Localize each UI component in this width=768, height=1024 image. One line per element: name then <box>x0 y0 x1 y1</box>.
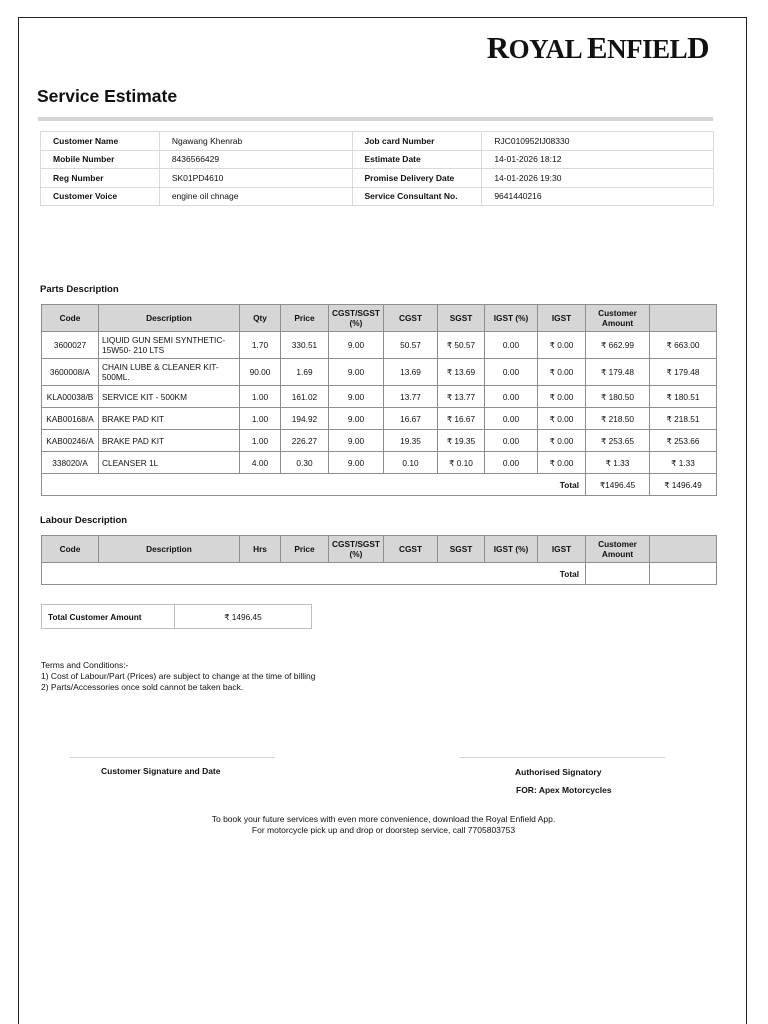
labour-section-title: Labour Description <box>40 515 128 526</box>
mobile-value: 8436566429 <box>159 150 352 169</box>
cell-qty: 1.00 <box>240 430 281 452</box>
col-header-qty: Qty <box>240 305 281 332</box>
col-header-price: Price <box>281 536 329 563</box>
col-header-customer-amount: Customer Amount <box>586 536 650 563</box>
table-row <box>42 332 717 359</box>
col-header-cgst-sgst-pct: CGST/SGST (%) <box>329 536 384 563</box>
cell-customer-amount: ₹ 1.33 <box>586 452 650 474</box>
customer-signature-label: Customer Signature and Date <box>101 766 221 776</box>
cell-igst: ₹ 0.00 <box>538 408 586 430</box>
cell-sgst: ₹ 13.69 <box>438 359 485 386</box>
cell-code: KAB00246/A <box>42 430 99 452</box>
footer-line-2: For motorcycle pick up and drop or doorstep service, call 7705803753 <box>251 825 516 835</box>
table-row <box>42 359 717 386</box>
customer-name-value: Ngawang Khenrab <box>159 132 352 151</box>
terms-heading: Terms and Conditions:- <box>41 660 129 670</box>
col-header-cgst: CGST <box>384 305 438 332</box>
cell-price: 194.92 <box>281 408 329 430</box>
parts-total-row <box>42 474 717 496</box>
royal-enfield-logo: ROYAL ENFIELD <box>486 30 709 65</box>
authorised-signature-line <box>460 757 665 758</box>
parts-header-row <box>42 305 717 332</box>
cell-igst: ₹ 0.00 <box>538 430 586 452</box>
cell-code: 338020/A <box>42 452 99 474</box>
cell-description: LIQUID GUN SEMI SYNTHETIC-15W50- 210 LTS <box>99 332 240 359</box>
table-row <box>42 430 717 452</box>
cell-amount-2: ₹ 180.51 <box>650 386 717 408</box>
parts-section-title: Parts Description <box>40 284 119 295</box>
cell-sgst: ₹ 50.57 <box>438 332 485 359</box>
col-header-description: Description <box>99 305 240 332</box>
cell-cgst-sgst-pct: 9.00 <box>329 430 384 452</box>
cell-price: 226.27 <box>281 430 329 452</box>
customer-info-table <box>40 131 714 206</box>
cell-sgst: ₹ 13.77 <box>438 386 485 408</box>
cell-sgst: ₹ 0.10 <box>438 452 485 474</box>
promise-date-value: 14-01-2026 19:30 <box>482 169 714 188</box>
dealer-name: FOR: Apex Motorcycles <box>516 785 612 795</box>
cell-igst-pct: 0.00 <box>485 430 538 452</box>
estimate-date-label: Estimate Date <box>352 150 482 169</box>
consultant-label: Service Consultant No. <box>352 187 482 206</box>
labour-total-amount <box>586 563 650 585</box>
cell-qty: 1.00 <box>240 386 281 408</box>
estimate-page <box>18 17 747 1024</box>
cell-cgst-sgst-pct: 9.00 <box>329 359 384 386</box>
cell-amount-2: ₹ 1.33 <box>650 452 717 474</box>
cell-sgst: ₹ 19.35 <box>438 430 485 452</box>
col-header-sgst: SGST <box>438 305 485 332</box>
cell-description: SERVICE KIT - 500KM <box>99 386 240 408</box>
col-header-cgst-sgst-pct: CGST/SGST (%) <box>329 305 384 332</box>
cell-cgst-sgst-pct: 9.00 <box>329 386 384 408</box>
table-row <box>42 386 717 408</box>
col-header-igst: IGST <box>538 305 586 332</box>
cell-amount-2: ₹ 253.66 <box>650 430 717 452</box>
cell-price: 0.30 <box>281 452 329 474</box>
terms-and-conditions <box>41 660 316 693</box>
cell-cgst: 13.77 <box>384 386 438 408</box>
total-customer-amount-value: ₹ 1496.45 <box>175 605 312 629</box>
page-title: Service Estimate <box>37 86 178 106</box>
cell-description: CHAIN LUBE & CLEANER KIT-500ML. <box>99 359 240 386</box>
cell-description: BRAKE PAD KIT <box>99 430 240 452</box>
promise-date-label: Promise Delivery Date <box>352 169 482 188</box>
cell-cgst-sgst-pct: 9.00 <box>329 408 384 430</box>
col-header-blank <box>650 536 717 563</box>
labour-total-amount-2 <box>650 563 717 585</box>
cell-igst-pct: 0.00 <box>485 452 538 474</box>
customer-voice-label: Customer Voice <box>41 187 160 206</box>
labour-total-label: Total <box>42 563 586 585</box>
mobile-label: Mobile Number <box>41 150 160 169</box>
cell-amount-2: ₹ 218.51 <box>650 408 717 430</box>
cell-code: 3600027 <box>42 332 99 359</box>
col-header-igst-pct: IGST (%) <box>485 305 538 332</box>
info-row <box>41 187 714 206</box>
cell-amount-2: ₹ 179.48 <box>650 359 717 386</box>
col-header-customer-amount: Customer Amount <box>586 305 650 332</box>
table-row <box>42 408 717 430</box>
info-row <box>41 169 714 188</box>
customer-voice-value: engine oil chnage <box>159 187 352 206</box>
cell-cgst: 19.35 <box>384 430 438 452</box>
cell-qty: 1.00 <box>240 408 281 430</box>
cell-code: KAB00168/A <box>42 408 99 430</box>
cell-price: 330.51 <box>281 332 329 359</box>
cell-igst: ₹ 0.00 <box>538 386 586 408</box>
cell-price: 1.69 <box>281 359 329 386</box>
col-header-code: Code <box>42 536 99 563</box>
cell-cgst: 50.57 <box>384 332 438 359</box>
col-header-description: Description <box>99 536 240 563</box>
col-header-igst-pct: IGST (%) <box>485 536 538 563</box>
terms-line-1: 1) Cost of Labour/Part (Prices) are subject to change at the time of billing <box>41 671 316 681</box>
cell-description: CLEANSER 1L <box>99 452 240 474</box>
cell-price: 161.02 <box>281 386 329 408</box>
cell-cgst-sgst-pct: 9.00 <box>329 332 384 359</box>
labour-table <box>41 535 717 585</box>
labour-header-row <box>42 536 717 563</box>
col-header-sgst: SGST <box>438 536 485 563</box>
col-header-igst: IGST <box>538 536 586 563</box>
cell-customer-amount: ₹ 179.48 <box>586 359 650 386</box>
cell-igst: ₹ 0.00 <box>538 359 586 386</box>
cell-customer-amount: ₹ 180.50 <box>586 386 650 408</box>
cell-customer-amount: ₹ 218.50 <box>586 408 650 430</box>
col-header-code: Code <box>42 305 99 332</box>
cell-igst-pct: 0.00 <box>485 386 538 408</box>
cell-igst-pct: 0.00 <box>485 332 538 359</box>
cell-cgst-sgst-pct: 9.00 <box>329 452 384 474</box>
total-customer-amount-label: Total Customer Amount <box>42 605 175 629</box>
cell-cgst: 16.67 <box>384 408 438 430</box>
cell-code: 3600008/A <box>42 359 99 386</box>
cell-igst: ₹ 0.00 <box>538 452 586 474</box>
title-divider <box>38 117 713 121</box>
cell-customer-amount: ₹ 253.65 <box>586 430 650 452</box>
info-row <box>41 132 714 151</box>
cell-qty: 90.00 <box>240 359 281 386</box>
info-row <box>41 150 714 169</box>
total-customer-amount-table <box>41 604 312 629</box>
cell-igst-pct: 0.00 <box>485 408 538 430</box>
cell-igst-pct: 0.00 <box>485 359 538 386</box>
parts-total-amount: ₹1496.45 <box>586 474 650 496</box>
cell-qty: 4.00 <box>240 452 281 474</box>
footer-line-1: To book your future services with even more convenience, download the Royal Enfield App. <box>211 814 556 824</box>
cell-description: BRAKE PAD KIT <box>99 408 240 430</box>
cell-amount-2: ₹ 663.00 <box>650 332 717 359</box>
table-row <box>42 452 717 474</box>
job-card-label: Job card Number <box>352 132 482 151</box>
parts-total-label: Total <box>42 474 586 496</box>
col-header-blank <box>650 305 717 332</box>
terms-line-2: 2) Parts/Accessories once sold cannot be taken back. <box>41 682 244 692</box>
parts-table <box>41 304 717 496</box>
reg-label: Reg Number <box>41 169 160 188</box>
labour-total-row <box>42 563 717 585</box>
cell-cgst: 0.10 <box>384 452 438 474</box>
parts-total-amount-2: ₹ 1496.49 <box>650 474 717 496</box>
cell-sgst: ₹ 16.67 <box>438 408 485 430</box>
cell-customer-amount: ₹ 662.99 <box>586 332 650 359</box>
parts-rows <box>42 332 717 496</box>
authorised-signatory-label: Authorised Signatory <box>515 767 602 777</box>
reg-value: SK01PD4610 <box>159 169 352 188</box>
customer-signature-line <box>70 757 275 758</box>
consultant-value: 9641440216 <box>482 187 714 206</box>
col-header-cgst: CGST <box>384 536 438 563</box>
col-header-hrs: Hrs <box>240 536 281 563</box>
cell-cgst: 13.69 <box>384 359 438 386</box>
footer-note <box>19 814 748 836</box>
col-header-price: Price <box>281 305 329 332</box>
job-card-value: RJC010952IJ08330 <box>482 132 714 151</box>
estimate-date-value: 14-01-2026 18:12 <box>482 150 714 169</box>
cell-qty: 1.70 <box>240 332 281 359</box>
cell-igst: ₹ 0.00 <box>538 332 586 359</box>
customer-name-label: Customer Name <box>41 132 160 151</box>
cell-code: KLA00038/B <box>42 386 99 408</box>
